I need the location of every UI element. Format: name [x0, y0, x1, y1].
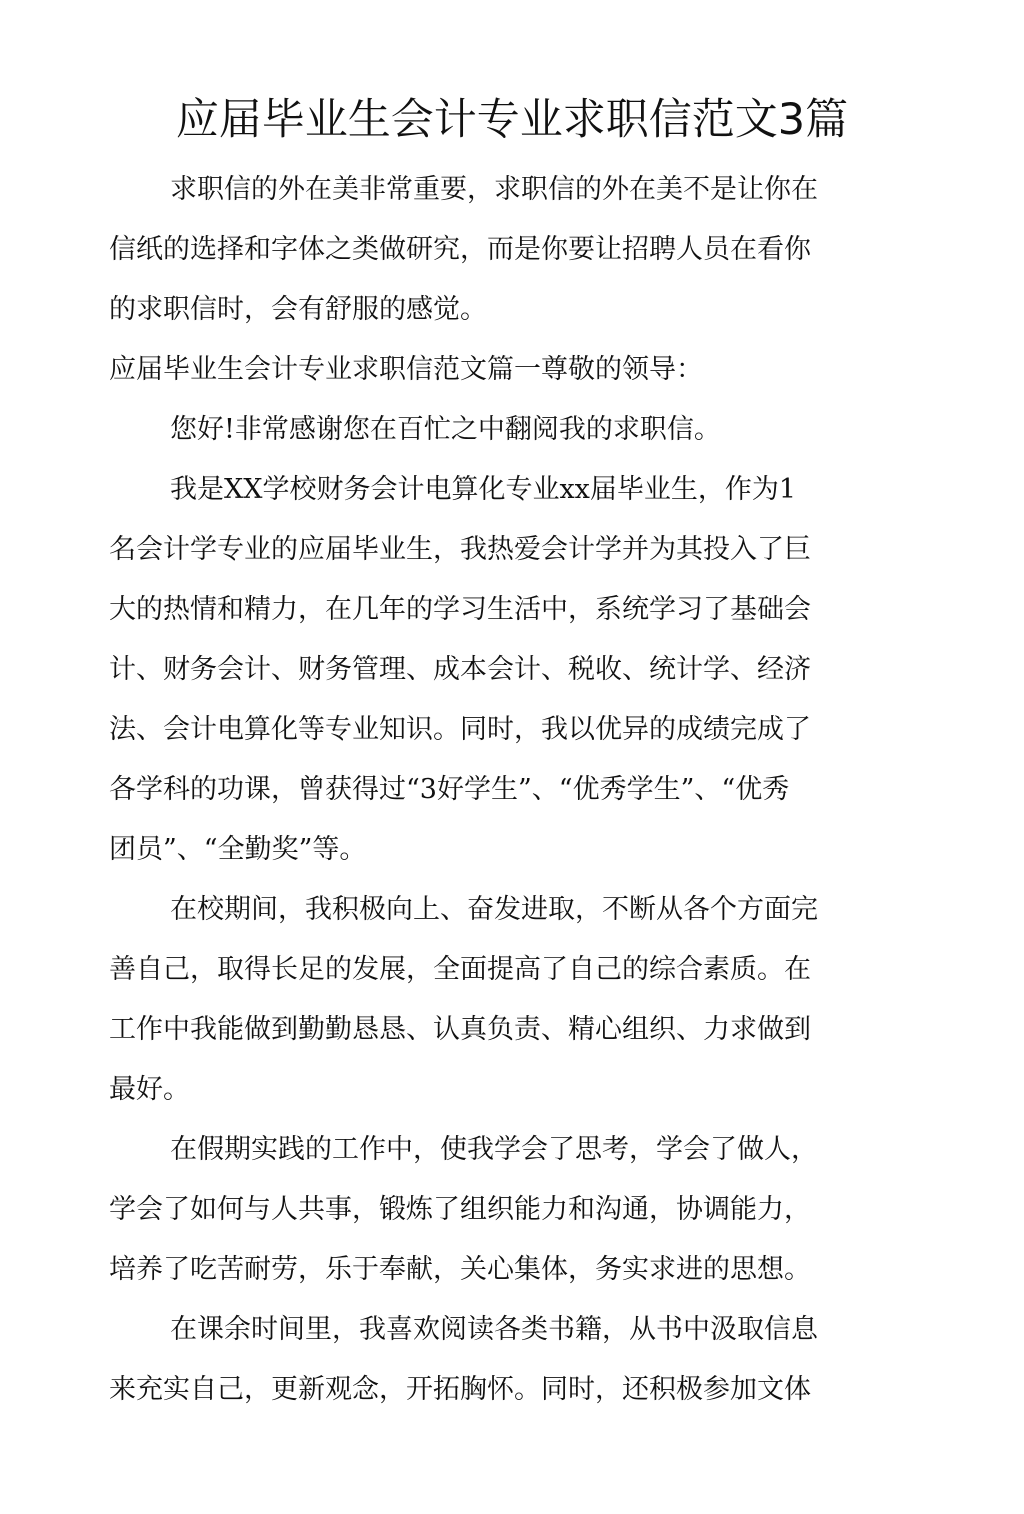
text-line: 在假期实践的工作中，使我学会了思考，学会了做人， [170, 1134, 818, 1165]
text-line: 的求职信时，会有舒服的感觉。 [109, 294, 487, 325]
text-line: 学会了如何与人共事，锻炼了组织能力和沟通，协调能力， [109, 1194, 811, 1225]
text-line: 应届毕业生会计专业求职信范文篇一尊敬的领导： [109, 354, 703, 385]
text-line: 培养了吃苦耐劳，乐于奉献，关心集体，务实求进的思想。 [109, 1254, 811, 1285]
text-line: 大的热情和精力，在几年的学习生活中，系统学习了基础会 [109, 594, 811, 625]
text-line: 求职信的外在美非常重要，求职信的外在美不是让你在 [170, 174, 818, 205]
text-line: 我是XX学校财务会计电算化专业xx届毕业生，作为1 [170, 474, 797, 505]
text-line: 在课余时间里，我喜欢阅读各类书籍，从书中汲取信息 [170, 1314, 818, 1345]
text-line: 您好!非常感谢您在百忙之中翻阅我的求职信。 [170, 414, 721, 445]
text-line: 信纸的选择和字体之类做研究，而是你要让招聘人员在看你 [109, 234, 811, 265]
text-line: 各学科的功课，曾获得过“3好学生”、“优秀学生”、“优秀 [109, 774, 790, 805]
text-line: 最好。 [109, 1074, 190, 1105]
text-line: 计、财务会计、财务管理、成本会计、税收、统计学、经济 [109, 654, 811, 685]
text-line: 工作中我能做到勤勤恳恳、认真负责、精心组织、力求做到 [109, 1014, 811, 1045]
text-line: 在校期间，我积极向上、奋发进取，不断从各个方面完 [170, 894, 818, 925]
text-line: 善自己，取得长足的发展，全面提高了自己的综合素质。在 [109, 954, 811, 985]
document-title: 应届毕业生会计专业求职信范文3篇 [175, 95, 849, 145]
text-line: 名会计学专业的应届毕业生，我热爱会计学并为其投入了巨 [109, 534, 811, 565]
text-line: 法、会计电算化等专业知识。同时，我以优异的成绩完成了 [109, 714, 811, 745]
text-line: 来充实自己，更新观念，开拓胸怀。同时，还积极参加文体 [109, 1374, 811, 1405]
text-line: 团员”、“全勤奖”等。 [109, 834, 367, 865]
